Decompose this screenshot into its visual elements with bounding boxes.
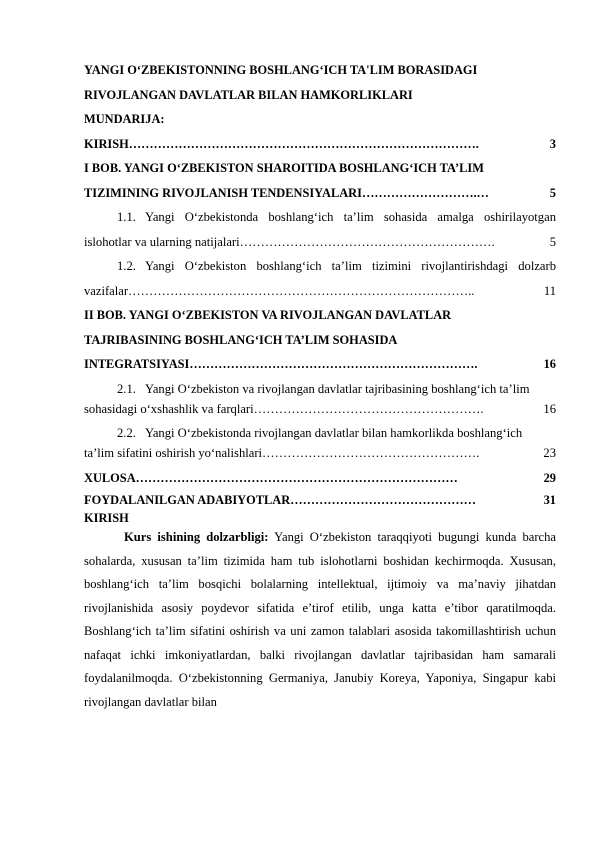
toc-section-2-1-cont [84,397,556,422]
toc-chapter-1-page: 5 [549,185,556,200]
toc-references-page: 31 [543,493,556,507]
relevance-paragraph [84,526,556,714]
toc-leader-dots: ……………………………………………………………………….. [128,283,475,298]
toc-section-page: 23 [543,446,556,460]
toc-section-text-cont: sohasidagi o‘xshashlik va farqlari [84,401,254,416]
toc-leader-dots: …………………………………………………………………………. [128,136,479,151]
contents-heading: MUNDARIJA: [84,112,165,126]
toc-section-page: 11 [543,283,556,298]
toc-intro-label: KIRISH [84,136,129,151]
toc-section-text-cont: islohotlar va ularning natijalari [84,234,240,249]
toc-conclusion-label: XULOSA [84,470,136,485]
toc-section-number: 1.1. [117,210,136,224]
toc-chapter-2-line-1: II BOB. YANGI O‘ZBEKISTON VA RIVOJLANGAN DAVLATLAR [84,308,452,322]
toc-section-number: 2.1. [117,381,136,396]
toc-leader-dots: ……………………………………………………. [239,234,495,249]
toc-section-text: Yangi O‘zbekiston boshlang‘ich ta’lim tizimini rivojlantirishdagi dolzarb [145,259,556,273]
toc-section-1-1 [84,205,556,230]
toc-section-1-2-cont [84,279,556,304]
toc-section-page: 5 [549,234,556,249]
toc-chapter-1-label: TIZIMINING RIVOJLANISH TENDENSIYALARI [84,185,362,200]
toc-intro [84,132,556,157]
toc-chapter-2-line-2: TAJRIBASINING BOSHLANG‘ICH TA’LIM SOHASIDA [84,332,398,347]
toc-section-page: 16 [543,401,556,416]
toc-references-label: FOYDALANILGAN ADABIYOTLAR [84,493,291,507]
relevance-text: Yangi O‘zbekiston taraqqiyoti bugungi kunda barcha sohalarda, xususan ta’lim tizimida ham tub islohotlarni boshidan kechirmoqda. Xususan, boshlang‘ich ta’lim bosqichi bolalarning intellektual, ijtimoiy va ma’naviy jihatdan rivojlanishida asosiy poydevor sifatida e’tirof etilib, unga katta e’tibor qaratilmoqda. Boshlang‘ich ta’lim sifatini oshirish va uni zamon talablari asosida takomillashtirish uchun nafaqat ichki imkoniyatlardan, balki rivojlangan davlatlar tajribasidan ham samarali foydalanilmoqda. O‘zbekistonning Germaniya, Janubiy Koreya, Yaponiya, Singapur kabi rivojlangan davlatlar bilan [84,530,557,709]
toc-leader-dots: ……………………………………………………………. [189,357,478,371]
document-title-line-2: RIVOJLANGAN DAVLATLAR BILAN HAMKORLIKLARI [84,87,413,102]
toc-chapter-2 [84,352,556,377]
toc-chapter-2-page: 16 [543,357,556,371]
toc-section-text-cont: vazifalar [84,283,129,298]
toc-conclusion-page: 29 [543,470,556,485]
toc-section-text-cont: ta’lim sifatini oshirish yo‘nalishlari [84,446,263,460]
toc-section-2-2-cont [84,441,556,466]
toc-conclusion [84,466,556,491]
toc-section-number: 2.2. [117,426,136,440]
toc-leader-dots: ……………………….… [361,185,489,200]
toc-section-1-1-cont [84,230,556,255]
toc-leader-dots: ……………………………………………. [262,446,480,460]
document-page [84,58,556,714]
toc-section-text: Yangi O‘zbekistonda boshlang‘ich ta’lim sohasida amalga oshirilayotgan [145,210,556,224]
toc-section-text: Yangi O‘zbekiston va rivojlangan davlatlar tajribasining boshlang‘ich ta’lim [145,381,530,396]
toc-chapter-2-label: INTEGRATSIYASI [84,357,190,371]
relevance-label: Kurs ishining dolzarbligi: [124,530,269,544]
toc-section-text: Yangi O‘zbekistonda rivojlangan davlatlar bilan hamkorlikda boshlang‘ich [145,426,523,440]
toc-section-1-2 [84,254,556,279]
toc-chapter-1 [84,181,556,206]
intro-heading: KIRISH [84,511,129,525]
toc-leader-dots: ………………………………………………. [253,401,484,416]
document-title-line-1: YANGI O‘ZBEKISTONNING BOSHLANG‘ICH TA'LIM BORASIDAGI [84,63,478,77]
toc-references [84,490,556,510]
toc-section-2-2 [84,421,556,441]
toc-leader-dots: …………………………………………………………………… [135,470,458,485]
toc-chapter-1-line-1: I BOB. YANGI O‘ZBEKISTON SHAROITIDA BOSHLANG‘ICH TA’LIM [84,161,484,175]
toc-intro-page: 3 [549,136,556,151]
toc-section-2-1 [84,377,556,397]
toc-section-number: 1.2. [117,259,136,273]
toc-leader-dots: ……………………………………… [290,493,477,507]
